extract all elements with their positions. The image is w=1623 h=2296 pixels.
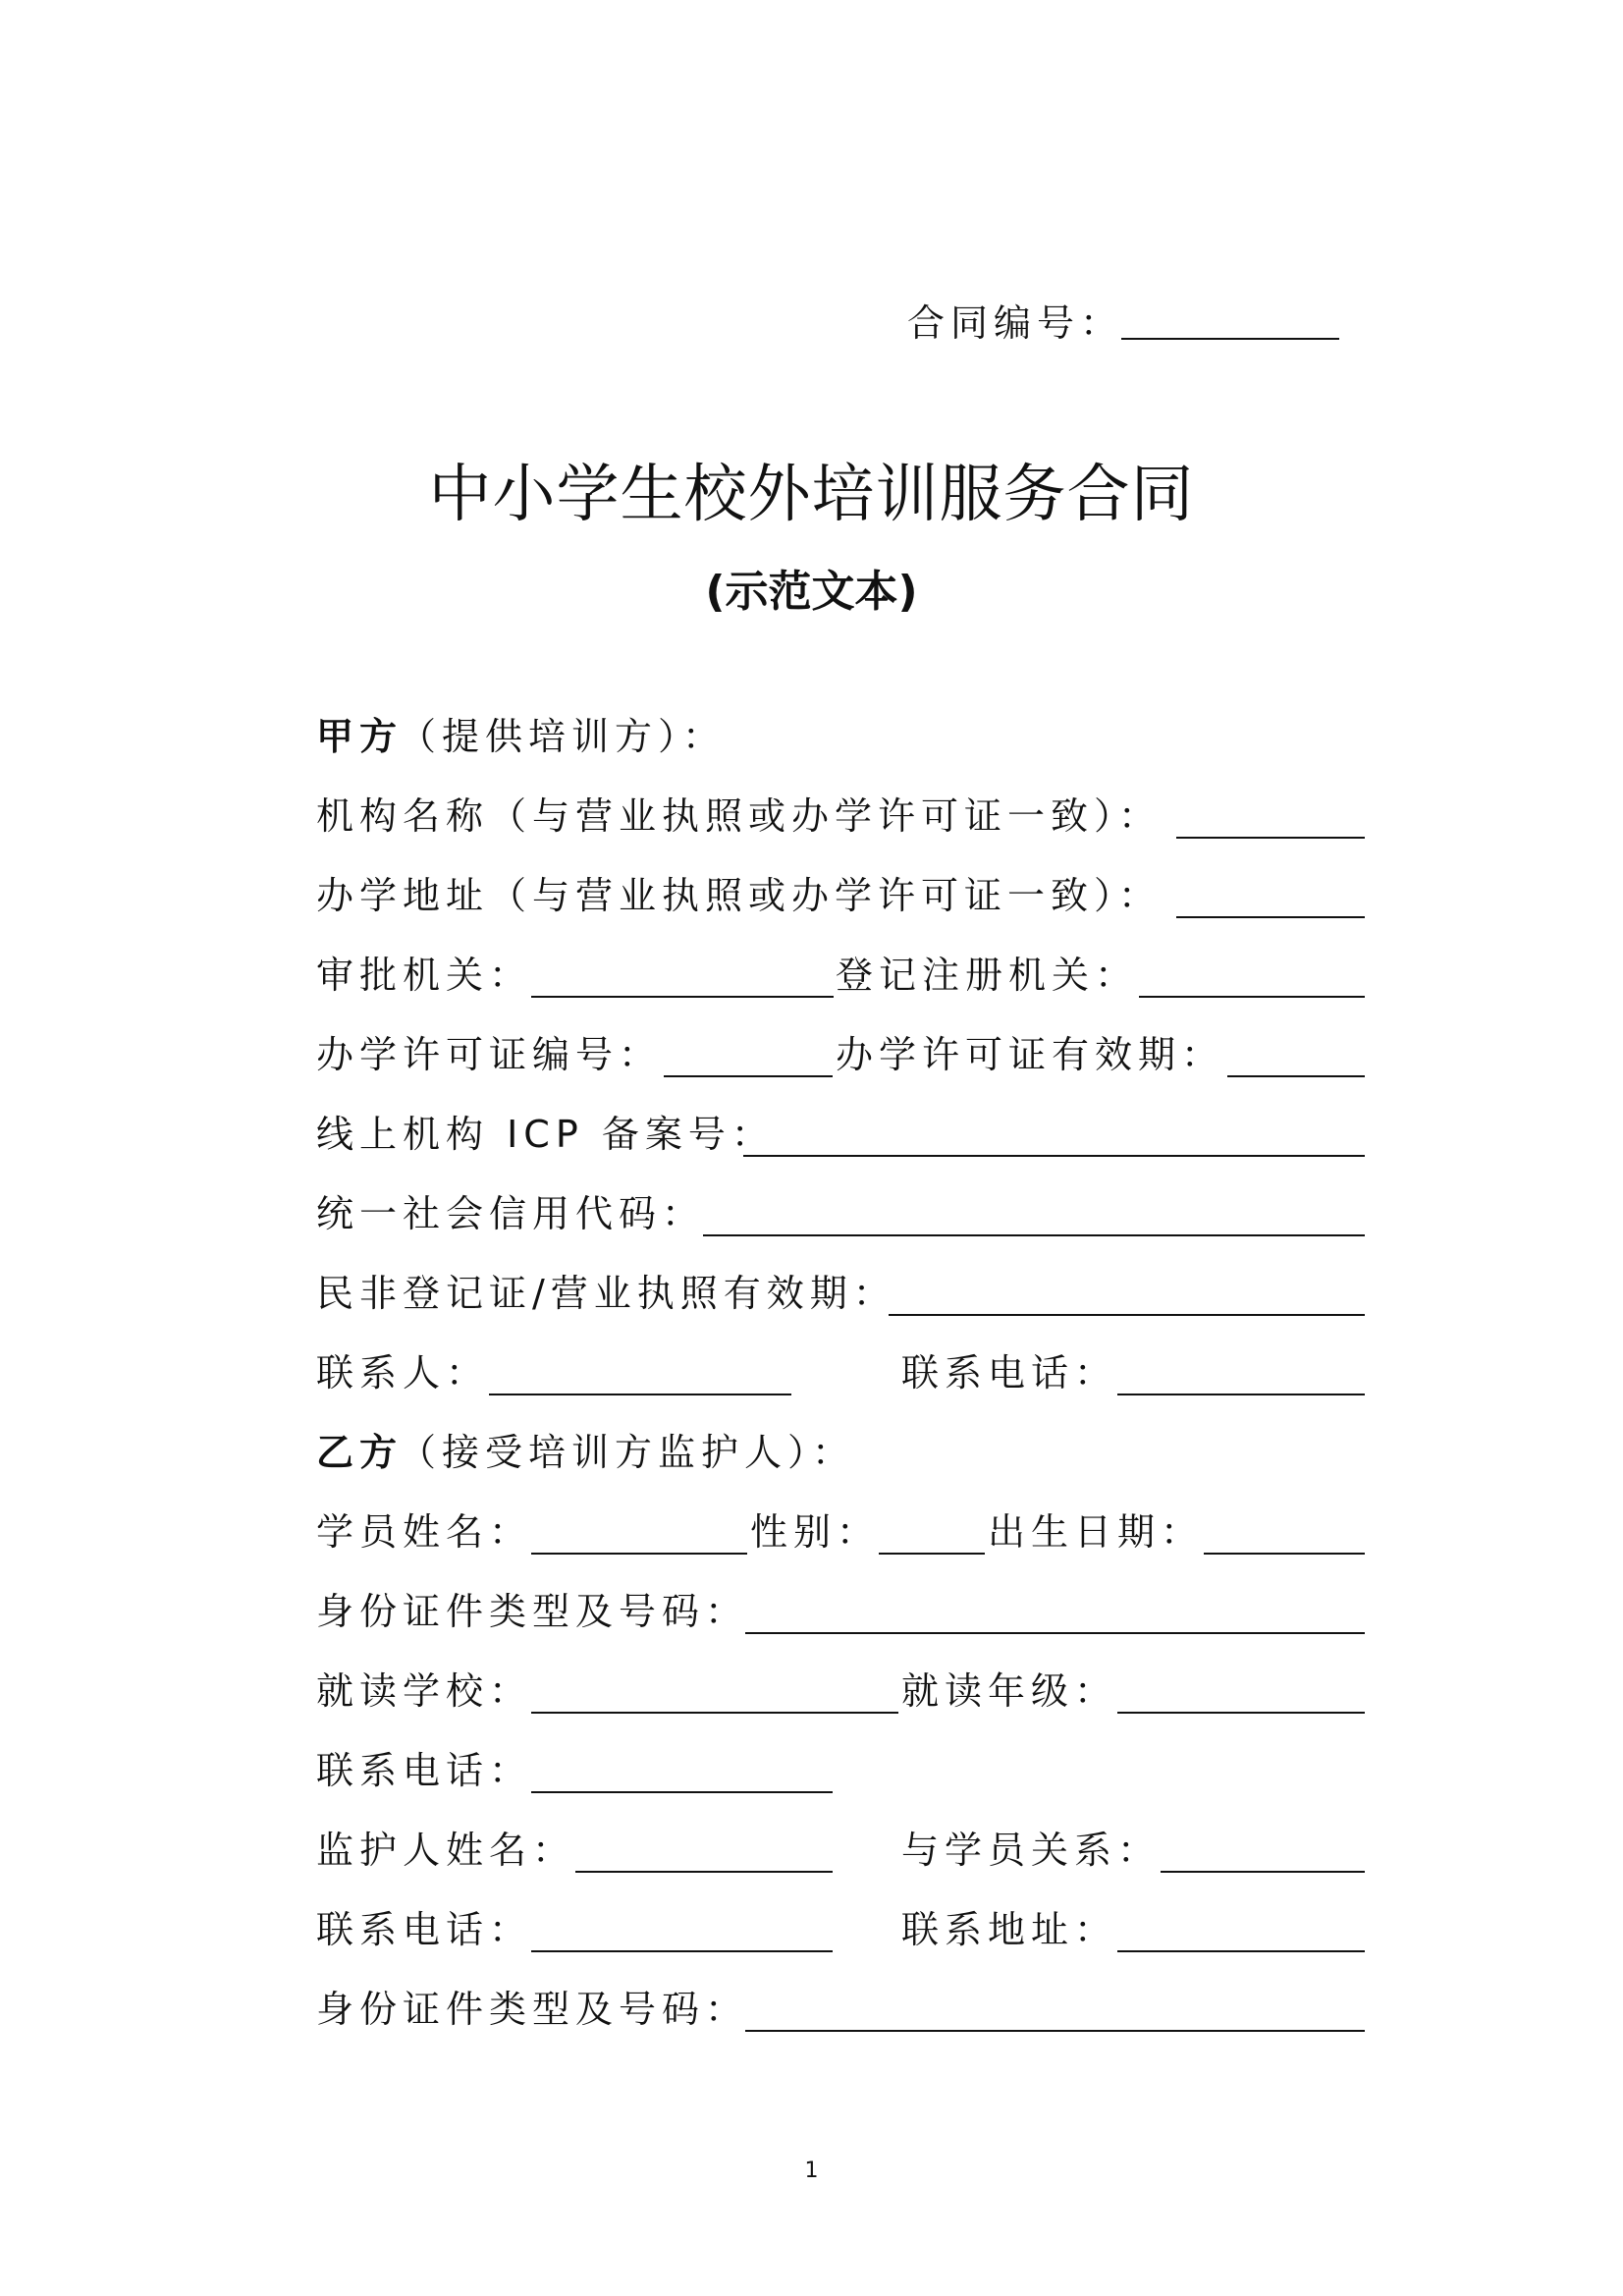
gender-label: 性别： — [750, 1510, 881, 1554]
contract-number-label: 合同编号： — [907, 301, 1124, 345]
document-subtitle: (示范文本) — [705, 567, 918, 617]
license-no-label: 办学许可证编号： — [316, 1033, 663, 1076]
grade-blank[interactable] — [1117, 1712, 1365, 1714]
registration-authority-label: 登记注册机关： — [836, 954, 1139, 997]
grade-label: 就读年级： — [901, 1669, 1118, 1713]
registration-authority-blank[interactable] — [1139, 996, 1365, 998]
student-row — [0, 1504, 1623, 1563]
org-name-row — [0, 789, 1623, 847]
guardian-address-label: 联系地址： — [901, 1908, 1118, 1951]
party-b-heading-line — [0, 1425, 1623, 1484]
student-phone-blank[interactable] — [531, 1791, 833, 1793]
address-blank[interactable] — [1176, 916, 1365, 918]
guardian-id-blank[interactable] — [745, 2030, 1365, 2032]
guardian-row — [0, 1823, 1623, 1882]
icp-row — [0, 1107, 1623, 1166]
party-a-heading-line — [0, 709, 1623, 768]
gender-blank[interactable] — [879, 1553, 985, 1555]
guardian-address-blank[interactable] — [1117, 1950, 1365, 1952]
birth-date-label: 出生日期： — [988, 1510, 1205, 1554]
business-license-validity-blank[interactable] — [889, 1314, 1365, 1316]
document-title: 中小学生校外培训服务合同 — [428, 459, 1195, 531]
contact-phone-blank[interactable] — [1117, 1394, 1365, 1395]
guardian-id-label: 身份证件类型及号码： — [316, 1988, 749, 2031]
address-row — [0, 868, 1623, 927]
contact-phone-label: 联系电话： — [901, 1351, 1118, 1394]
guardian-contact-row — [0, 1902, 1623, 1961]
address-label: 办学地址（与营业执照或办学许可证一致）： — [316, 874, 1163, 917]
business-license-validity-label: 民非登记证/营业执照有效期： — [316, 1272, 896, 1315]
student-id-label: 身份证件类型及号码： — [316, 1590, 749, 1633]
license-no-blank[interactable] — [664, 1075, 833, 1077]
student-phone-label: 联系电话： — [316, 1749, 533, 1792]
credit-code-row — [0, 1186, 1623, 1245]
party-a-heading-note: （提供培训方）： — [399, 715, 727, 758]
guardian-name-blank[interactable] — [575, 1871, 833, 1873]
license-validity-label: 办学许可证有效期： — [836, 1033, 1225, 1076]
school-label: 就读学校： — [316, 1669, 533, 1713]
relation-label: 与学员关系： — [901, 1829, 1162, 1872]
approval-authority-blank[interactable] — [531, 996, 834, 998]
school-row — [0, 1664, 1623, 1722]
approval-authority-label: 审批机关： — [316, 954, 533, 997]
license-validity-blank[interactable] — [1227, 1075, 1365, 1077]
contact-person-label: 联系人： — [316, 1351, 490, 1394]
relation-blank[interactable] — [1161, 1871, 1365, 1873]
authority-row — [0, 948, 1623, 1007]
icp-label: 线上机构 ICP 备案号： — [316, 1113, 775, 1156]
org-name-blank[interactable] — [1176, 837, 1365, 839]
contract-number-field — [907, 293, 1123, 347]
guardian-name-label: 监护人姓名： — [316, 1829, 576, 1872]
credit-code-label: 统一社会信用代码： — [316, 1192, 706, 1235]
student-name-blank[interactable] — [531, 1553, 747, 1555]
party-b-heading: 乙方 — [316, 1431, 404, 1474]
student-name-label: 学员姓名： — [316, 1510, 533, 1554]
guardian-phone-blank[interactable] — [531, 1950, 833, 1952]
guardian-phone-label: 联系电话： — [316, 1908, 533, 1951]
birth-date-blank[interactable] — [1204, 1553, 1365, 1555]
party-b-heading-note: （接受培训方监护人）： — [399, 1431, 856, 1474]
party-a-heading: 甲方 — [316, 715, 404, 758]
contact-person-blank[interactable] — [489, 1394, 791, 1395]
org-name-label: 机构名称（与营业执照或办学许可证一致）： — [316, 794, 1163, 838]
page-number: 1 — [804, 2159, 819, 2183]
license-row — [0, 1027, 1623, 1086]
student-phone-row — [0, 1743, 1623, 1802]
contract-number-blank[interactable] — [1121, 338, 1339, 340]
student-id-row — [0, 1584, 1623, 1643]
student-id-blank[interactable] — [745, 1632, 1365, 1634]
business-license-row — [0, 1266, 1623, 1325]
party-a-contact-row — [0, 1345, 1623, 1404]
icp-blank[interactable] — [743, 1155, 1365, 1157]
credit-code-blank[interactable] — [703, 1234, 1365, 1236]
guardian-id-row — [0, 1982, 1623, 2041]
school-blank[interactable] — [531, 1712, 898, 1714]
